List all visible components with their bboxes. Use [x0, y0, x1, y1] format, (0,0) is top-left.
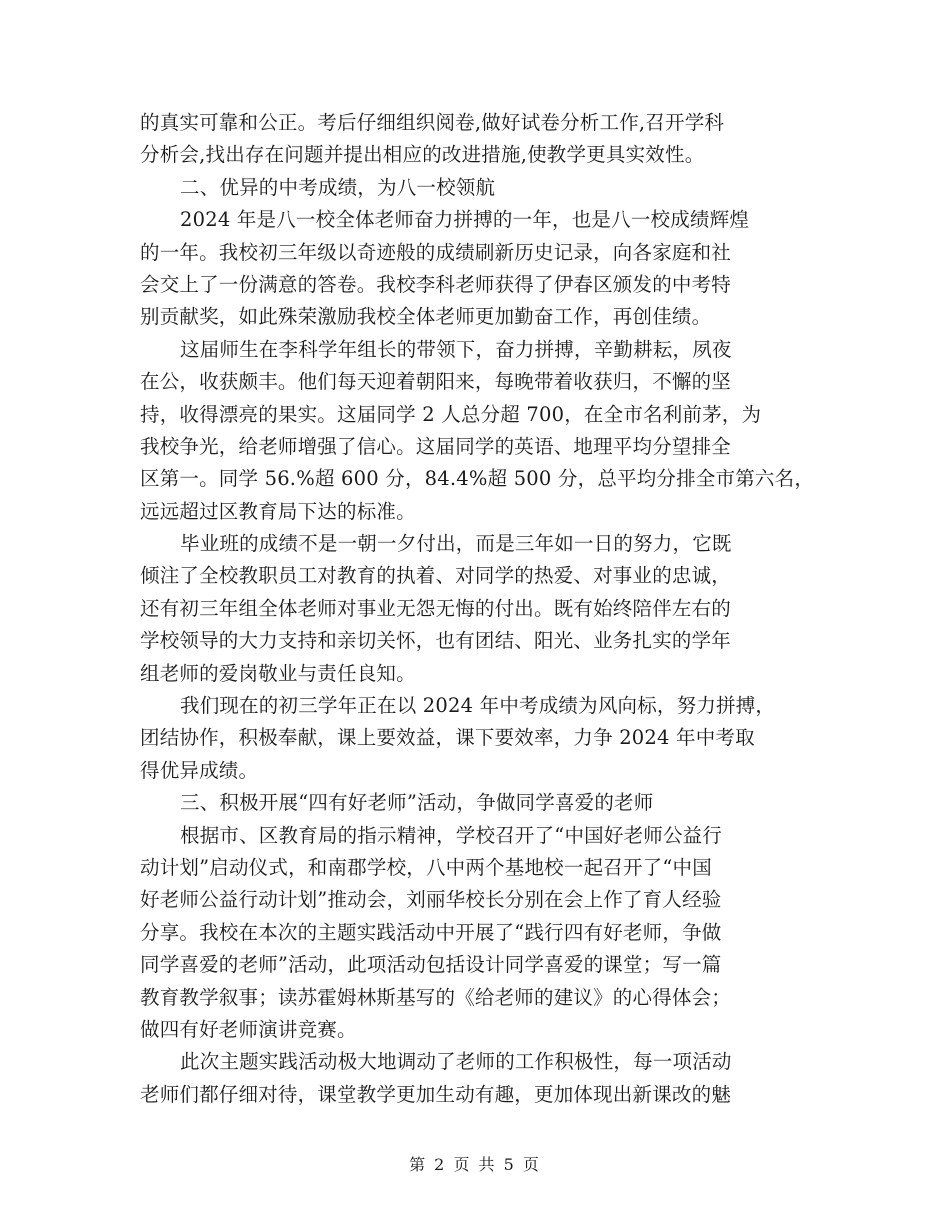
- text-line: 毕业班的成绩不是一朝一夕付出，而是三年如一日的努力，它既: [180, 532, 732, 556]
- page-number-footer: 第 2 页 共 5 页: [409, 1155, 541, 1174]
- text-line: 同学喜爱的老师”活动，此项活动包括设计同学喜爱的课堂；写一篇: [140, 953, 722, 977]
- text-line: 三、积极开展“四有好老师”活动，争做同学喜爱的老师: [180, 791, 654, 815]
- text-line: 分析会,找出存在问题并提出相应的改进措施,使教学更具实效性。: [140, 143, 705, 167]
- text-line: 做四有好老师演讲竞赛。: [140, 1017, 357, 1041]
- text-line: 还有初三年组全体老师对事业无怨无悔的付出。既有始终陪伴左右的: [140, 596, 732, 620]
- text-line: 我们现在的初三学年正在以 2024 年中考成绩为风向标，努力拼搏，: [180, 694, 776, 718]
- text-line: 分享。我校在本次的主题实践活动中开展了“践行四有好老师，争做: [140, 920, 722, 944]
- text-line: 得优异成绩。: [140, 758, 259, 782]
- text-line: 教育教学叙事；读苏霍姆林斯基写的《给老师的建议》的心得体会；: [140, 985, 732, 1009]
- text-line: 区第一。同学 56.%超 600 分，84.4%超 500 分，总平均分排全市第六名，: [140, 467, 815, 491]
- text-line: 在公，收获颇丰。他们每天迎着朝阳来，每晚带着收获归，不懈的坚: [140, 370, 732, 394]
- text-line: 我校争光，给老师增强了信心。这届同学的英语、地理平均分望排全: [140, 434, 732, 458]
- text-line: 这届师生在李科学年组长的带领下，奋力拼搏，辛勤耕耘，夙夜: [180, 337, 732, 361]
- text-line: 持，收得漂亮的果实。这届同学 2 人总分超 700，在全市名利前茅，为: [140, 402, 762, 426]
- text-line: 会交上了一份满意的答卷。我校李科老师获得了伊春区颁发的中考特: [140, 272, 732, 296]
- text-line: 的真实可靠和公正。考后仔细组织阅卷,做好试卷分析工作,召开学科: [140, 111, 725, 134]
- text-line: 倾注了全校教职员工对教育的执着、对同学的热爱、对事业的忠诚，: [140, 564, 732, 588]
- text-line: 二、优异的中考成绩，为八一校领航: [180, 175, 496, 199]
- document-body: [140, 107, 820, 1111]
- text-line: 组老师的爱岗敬业与责任良知。: [140, 661, 416, 685]
- text-line: 团结协作，积极奉献，课上要效益，课下要效率，力争 2024 年中考取: [140, 726, 755, 750]
- text-line: 此次主题实践活动极大地调动了老师的工作积极性，每一项活动: [180, 1050, 732, 1074]
- text-line: 好老师公益行动计划”推动会，刘丽华校长分别在会上作了育人经验: [140, 888, 722, 912]
- text-line: 动计划”启动仪式，和南郡学校，八中两个基地校一起召开了“中国: [140, 855, 712, 879]
- text-line: 远远超过区教育局下达的标准。: [140, 499, 416, 523]
- text-line: 老师们都仔细对待，课堂教学更加生动有趣，更加体现出新课改的魅: [140, 1082, 732, 1106]
- text-line: 的一年。我校初三年级以奇迹般的成绩刷新历史记录，向各家庭和社: [140, 240, 732, 264]
- text-line: 根据市、区教育局的指示精神，学校召开了“中国好老师公益行: [180, 823, 723, 847]
- text-line: 2024 年是八一校全体老师奋力拼搏的一年，也是八一校成绩辉煌: [180, 208, 750, 232]
- text-line: 学校领导的大力支持和亲切关怀，也有团结、阳光、业务扎实的学年: [140, 629, 732, 653]
- text-line: 别贡献奖，如此殊荣激励我校全体老师更加勤奋工作，再创佳绩。: [140, 305, 712, 329]
